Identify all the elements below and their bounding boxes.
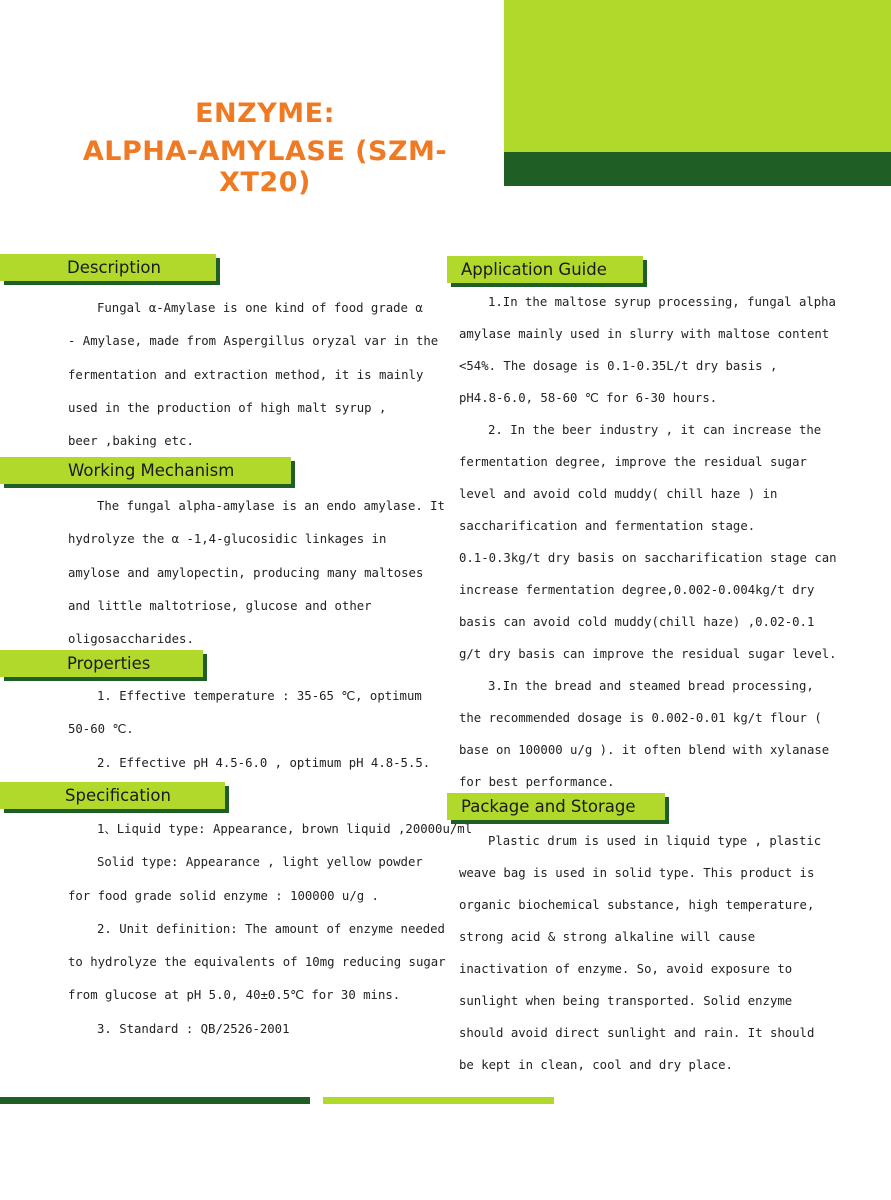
application-guide-line: for best performance. bbox=[459, 775, 615, 789]
properties-line: 2. Effective pH 4.5-6.0 , optimum pH 4.8-5.5. bbox=[97, 755, 431, 770]
application-guide-line: 2. In the beer industry , it can increase the bbox=[488, 423, 822, 437]
properties-line: 50-60 ℃. bbox=[68, 722, 134, 737]
bottom-lime-bar bbox=[323, 1097, 554, 1104]
application-guide-line: <54%. The dosage is 0.1-0.35L/t dry basis , bbox=[459, 359, 778, 373]
package-storage-line: organic biochemical substance, high temperature, bbox=[459, 898, 815, 912]
page-title-line-2: ALPHA-AMYLASE (SZM-XT20) bbox=[82, 136, 448, 198]
application-guide-line: increase fermentation degree,0.002-0.004kg/t dry bbox=[459, 583, 815, 597]
specification-line: 2. Unit definition: The amount of enzyme needed bbox=[97, 921, 445, 936]
description-line: used in the production of high malt syrup , bbox=[68, 400, 387, 415]
package-storage-line: Plastic drum is used in liquid type , plastic bbox=[488, 834, 822, 848]
page-title-line-1: ENZYME: bbox=[195, 98, 335, 129]
description-line: beer ,baking etc. bbox=[68, 434, 194, 449]
application-guide-line: saccharification and fermentation stage. bbox=[459, 519, 756, 533]
description-line: - Amylase, made from Aspergillus oryzal var in the bbox=[68, 334, 439, 349]
top-right-dark-green-band bbox=[504, 152, 891, 186]
working-mechanism-line: amylose and amylopectin, producing many maltoses bbox=[68, 565, 424, 580]
application-guide-line: base on 100000 u/g ). it often blend with xylanase bbox=[459, 743, 830, 757]
package-storage-line: be kept in clean, cool and dry place. bbox=[459, 1058, 733, 1072]
application-guide-line: level and avoid cold muddy( chill haze ) in bbox=[459, 487, 778, 501]
package-storage-heading: Package and Storage bbox=[447, 793, 665, 820]
properties-line: 1. Effective temperature : 35-65 ℃, optimum bbox=[97, 689, 422, 703]
specification-line: 3. Standard : QB/2526-2001 bbox=[97, 1021, 290, 1036]
working-mechanism-line: and little maltotriose, glucose and other bbox=[68, 598, 372, 613]
application-guide-line: fermentation degree, improve the residual sugar bbox=[459, 455, 807, 469]
application-guide-line: amylase mainly used in slurry with maltose content bbox=[459, 327, 830, 341]
package-storage-line: sunlight when being transported. Solid enzyme bbox=[459, 994, 793, 1008]
application-guide-heading: Application Guide bbox=[447, 256, 643, 283]
specification-text bbox=[68, 813, 472, 1046]
working-mechanism-line: The fungal alpha-amylase is an endo amylase. It bbox=[97, 499, 445, 513]
application-guide-line: pH4.8-6.0, 58-60 ℃ for 6-30 hours. bbox=[459, 391, 718, 405]
application-guide-text bbox=[459, 286, 837, 798]
description-line: fermentation and extraction method, it is mainly bbox=[68, 367, 424, 382]
application-guide-line: basis can avoid cold muddy(chill haze) ,0.02-0.1 bbox=[459, 615, 815, 629]
application-guide-line: 1.In the maltose syrup processing, fungal alpha bbox=[488, 295, 836, 309]
package-storage-line: strong acid & strong alkaline will cause bbox=[459, 930, 756, 944]
bottom-dark-green-bar bbox=[0, 1097, 310, 1104]
properties-heading: Properties bbox=[0, 650, 203, 677]
specification-line: to hydrolyze the equivalents of 10mg reducing sugar bbox=[68, 955, 446, 970]
working-mechanism-line: hydrolyze the α -1,4-glucosidic linkages in bbox=[68, 532, 387, 547]
working-mechanism-line: oligosaccharides. bbox=[68, 632, 194, 647]
specification-line: Solid type: Appearance , light yellow powder bbox=[97, 855, 423, 870]
description-line: Fungal α-Amylase is one kind of food grade α bbox=[97, 301, 423, 315]
description-text bbox=[68, 292, 438, 458]
specification-heading: Specification bbox=[0, 782, 225, 809]
package-storage-line: should avoid direct sunlight and rain. It should bbox=[459, 1026, 815, 1040]
properties-text bbox=[68, 680, 430, 780]
application-guide-line: 0.1-0.3kg/t dry basis on saccharification stage can bbox=[459, 551, 837, 565]
application-guide-line: the recommended dosage is 0.002-0.01 kg/t flour ( bbox=[459, 711, 822, 725]
working-mechanism-text bbox=[68, 490, 445, 656]
specification-line: 1、Liquid type: Appearance, brown liquid ,20000u/ml bbox=[97, 822, 473, 836]
description-heading: Description bbox=[0, 254, 216, 281]
application-guide-line: 3.In the bread and steamed bread processing, bbox=[488, 679, 814, 693]
specification-line: for food grade solid enzyme : 100000 u/g . bbox=[68, 888, 379, 903]
package-storage-text bbox=[459, 825, 821, 1081]
package-storage-line: weave bag is used in solid type. This product is bbox=[459, 866, 815, 880]
application-guide-line: g/t dry basis can improve the residual sugar level. bbox=[459, 647, 837, 661]
working-mechanism-heading: Working Mechanism bbox=[0, 457, 291, 484]
specification-line: from glucose at pH 5.0, 40±0.5℃ for 30 mins. bbox=[68, 988, 401, 1003]
package-storage-line: inactivation of enzyme. So, avoid exposure to bbox=[459, 962, 793, 976]
top-right-lime-block bbox=[504, 0, 891, 152]
